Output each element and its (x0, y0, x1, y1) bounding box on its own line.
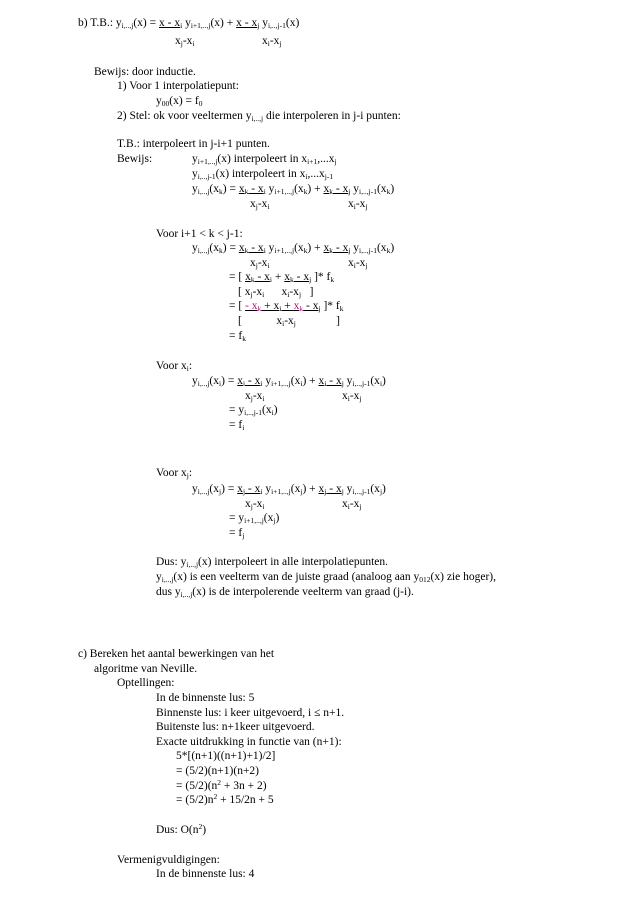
vermenigvuldigingen-heading: Vermenigvuldigingen: (117, 854, 220, 866)
conclusion-3: dus $y_{i,..,j}(x)$ is de interpolerende veelterm van graad (j-i). (156, 586, 414, 599)
proof-eq: $y_{i,..,j}(x_j) = x_j - x_i$ $y_{i+1,..,j}(x_j) + x_j - x_j$ $y_{i,..,j-1}(x_j)$ (192, 483, 386, 496)
text-line: Binnenste lus: i keer uitgevoerd, i ≤ n+1. (156, 707, 345, 719)
proof-eq: $y_{i,..,j}(x_k) = x_k - x_i$ $y_{i+1,..,j}(x_k) + x_k - x_j$ $y_{i,..,j-1}(x_k)$ (192, 242, 395, 255)
proof-intro: Bewijs: door inductie. (94, 66, 196, 78)
text-line: In de binnenste lus: 5 (156, 692, 255, 704)
proof-eq: = $f_j$ (229, 527, 245, 540)
step-2: 2) Stel: ok voor veeltermen $y_{i,..,j}$ die interpoleren in j-i punten: (117, 110, 401, 123)
denominator: $x_j-x_i$ (250, 257, 270, 270)
denominator: $x_j-x_i$ (250, 198, 270, 211)
section-b-statement: b) T.B.: $y_{i,..,j}(x) = x - x_i$ $y_{i+1,..,j}(x) + x - x_j$ $y_{i,..,j-1}(x)$ (78, 17, 300, 30)
proof-line: $y_{i+1,..,j}(x)$ interpoleert in $x_{i+1},...x_j$ (192, 153, 337, 166)
section-b-label: b) T.B.: (78, 17, 114, 29)
step-1: 1) Voor 1 interpolatiepunt: (117, 80, 239, 92)
formula-line: 5*[(n+1)((n+1)+1)/2] (176, 750, 276, 762)
proof-eq: = $f_k$ (229, 330, 246, 343)
proof-eq: = [ $x_k - x_i + x_k - x_j$ ]* $f_k$ (229, 271, 335, 284)
denominator: $x_i-x_j$ (262, 35, 282, 48)
denominator: $x_i-x_j$ (342, 498, 362, 511)
denominator: $x_i-x_j$ (342, 390, 362, 403)
section-c-label-2: algoritme van Neville. (94, 663, 198, 675)
case-xj: Voor $x_j$: (156, 467, 193, 480)
text-line: Buitenste lus: n+1keer uitgevoerd. (156, 721, 315, 733)
formula-line: = $(5/2)(n^2 + 3n + 2)$ (176, 778, 267, 792)
proof-line: $y_{i,..,j-1}(x)$ interpoleert in $x_i,...x_{j-1}$ (192, 168, 334, 181)
proof-label: Bewijs: (117, 153, 153, 165)
proof-eq: = $y_{i+1,..,j}(x_j)$ (229, 512, 280, 525)
denominator: [ $x_i-x_j$ ] (238, 315, 340, 328)
conclusion-1: Dus: $y_{i,..,j}(x)$ interpoleert in alle interpolatiepunten. (156, 556, 389, 569)
text-line: Exacte uitdrukking in functie van (n+1): (156, 736, 342, 748)
proof-eq: = [ - $x_k + x_i + x_k - x_j$ ]* $f_k$ (229, 300, 344, 313)
denominator: $x_i-x_j$ (348, 198, 368, 211)
denominator: $x_j-x_i$ (245, 498, 265, 511)
case-xi: Voor $x_i$: (156, 360, 193, 373)
denominator: $x_i-x_j$ (348, 257, 368, 270)
conclusion-2: $y_{i,..,j}(x)$ is een veelterm van de juiste graad (analoog aan $y_{012}(x)$ zie hoger), (156, 571, 496, 584)
case-range: Voor i+1 < k < j-1: (156, 228, 243, 240)
denominator: [ $x_j-x_i$ $x_i-x_j$ ] (238, 286, 314, 299)
tb-2: T.B.: interpoleert in j-i+1 punten. (117, 138, 270, 150)
denominator: $x_j-x_i$ (245, 390, 265, 403)
section-c-label: c) Bereken het aantal bewerkingen van het (78, 648, 275, 660)
proof-eq: = $f_i$ (229, 419, 245, 432)
optellingen-heading: Optellingen: (117, 677, 175, 689)
complexity-result: Dus: $O(n^2)$ (156, 822, 207, 836)
formula-line: = (5/2)(n+1)(n+2) (176, 765, 260, 777)
text-line: In de binnenste lus: 4 (156, 868, 255, 880)
proof-eq: $y_{i,..,j}(x_i) = x_i - x_i$ $y_{i+1,..,j}(x_i) + x_i - x_j$ $y_{i,..,j-1}(x_i)$ (192, 375, 386, 388)
denominator: $x_j-x_i$ (175, 35, 195, 48)
formula-line: = $(5/2)n^2 + 15/2n + 5$ (176, 792, 274, 806)
base-case: $y_{00}(x) = f_0$ (156, 95, 203, 108)
proof-eq: = $y_{i,..,j-1}(x_i)$ (229, 404, 278, 417)
proof-eq: $y_{i,..,j}(x_k) = x_k - x_i$ $y_{i+1,..,j}(x_k) + x_k - x_j$ $y_{i,..,j-1}(x_k)$ (192, 183, 395, 196)
